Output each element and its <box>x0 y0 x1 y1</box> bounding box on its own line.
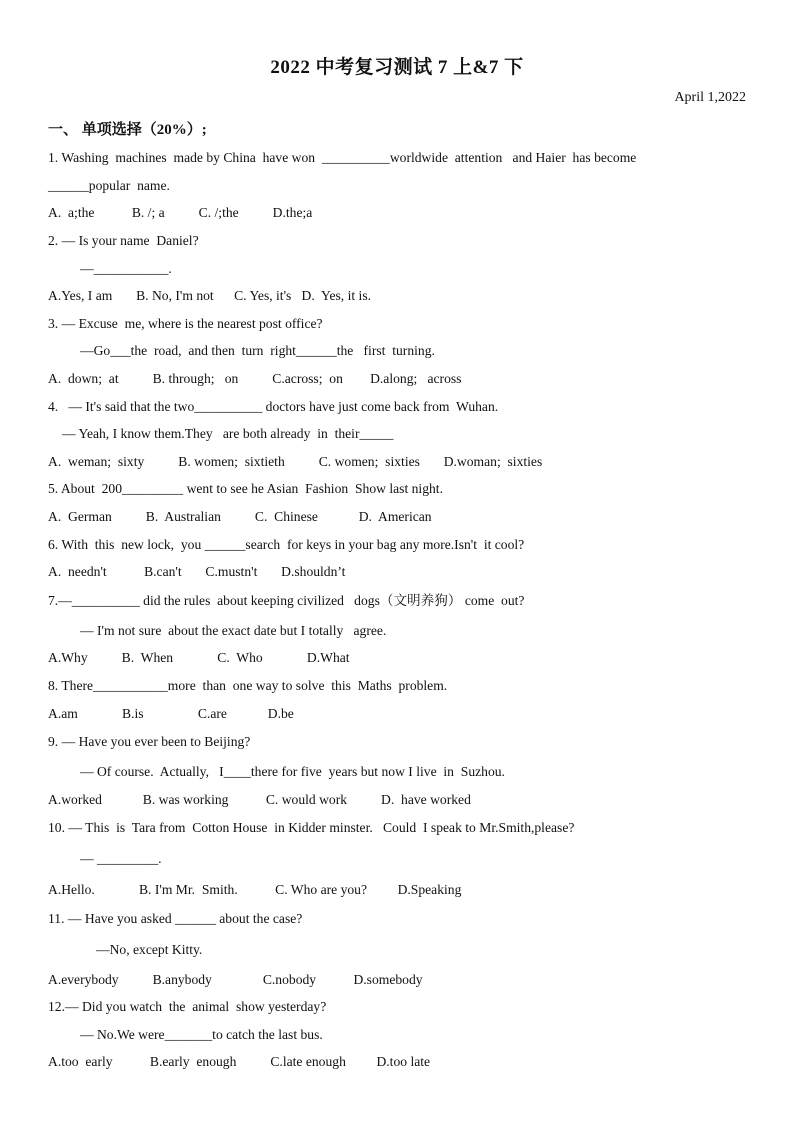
answer-line: — _________. <box>80 851 162 866</box>
answer-line: — Yeah, I know them.They are both already in their_____ <box>62 426 394 441</box>
options-line: A. German B. Australian C. Chinese D. American <box>48 509 432 524</box>
options-line: A.Hello. B. I'm Mr. Smith. C. Who are you? D.Speaking <box>48 882 462 897</box>
section-heading: 一、 单项选择（20%）; <box>48 122 207 138</box>
question-line: 5. About 200_________ went to see he Asian Fashion Show last night. <box>48 481 443 496</box>
answer-line: — Of course. Actually, I____there for five years but now I live in Suzhou. <box>80 764 505 779</box>
options-line: A.am B.is C.are D.be <box>48 706 294 721</box>
question-line: 4. — It's said that the two__________ doctors have just come back from Wuhan. <box>48 399 499 414</box>
question-line: 3. — Excuse me, where is the nearest post office? <box>48 316 323 331</box>
question-line: 10. — This is Tara from Cotton House in Kidder minster. Could I speak to Mr.Smith,please? <box>48 820 575 835</box>
question-line: 1. Washing machines made by China have won __________worldwide attention and Haier has become <box>48 150 637 165</box>
question-line: 11. — Have you asked ______ about the case? <box>48 911 303 926</box>
answer-line: — No.We were_______to catch the last bus. <box>80 1027 323 1042</box>
options-line: A.too early B.early enough C.late enough D.too late <box>48 1054 431 1069</box>
question-line: 8. There___________more than one way to solve this Maths problem. <box>48 678 448 693</box>
options-line: A. a;the B. /; a C. /;the D.the;a <box>48 205 313 220</box>
options-line: A. weman; sixty B. women; sixtieth C. women; sixties D.woman; sixties <box>48 454 543 469</box>
question-line: 9. — Have you ever been to Beijing? <box>48 734 251 749</box>
options-line: A. needn't B.can't C.mustn't D.shouldn’t <box>48 564 346 579</box>
question-line: ______popular name. <box>48 178 170 193</box>
question-line: 7.—__________ did the rules about keeping civilized dogs（文明养狗） come out? <box>48 593 525 608</box>
answer-line: — I'm not sure about the exact date but I totally agree. <box>80 623 387 638</box>
page-title: 2022 中考复习测试 7 上&7 下 <box>270 57 524 78</box>
options-line: A.Yes, I am B. No, I'm not C. Yes, it's D. Yes, it is. <box>48 288 372 303</box>
options-line: A. down; at B. through; on C.across; on D.along; across <box>48 371 462 386</box>
question-line: 6. With this new lock, you ______search for keys in your bag any more.Isn't it cool? <box>48 537 525 552</box>
options-line: A.everybody B.anybody C.nobody D.somebody <box>48 972 423 987</box>
answer-line: —No, except Kitty. <box>96 942 203 957</box>
document-date: April 1,2022 <box>674 90 746 105</box>
answer-line: —___________. <box>80 261 172 276</box>
question-line: 12.— Did you watch the animal show yesterday? <box>48 999 327 1014</box>
options-line: A.worked B. was working C. would work D. have worked <box>48 792 471 807</box>
question-line: 2. — Is your name Daniel? <box>48 233 199 248</box>
answer-line: —Go___the road, and then turn right______the first turning. <box>80 343 435 358</box>
options-line: A.Why B. When C. Who D.What <box>48 650 350 665</box>
